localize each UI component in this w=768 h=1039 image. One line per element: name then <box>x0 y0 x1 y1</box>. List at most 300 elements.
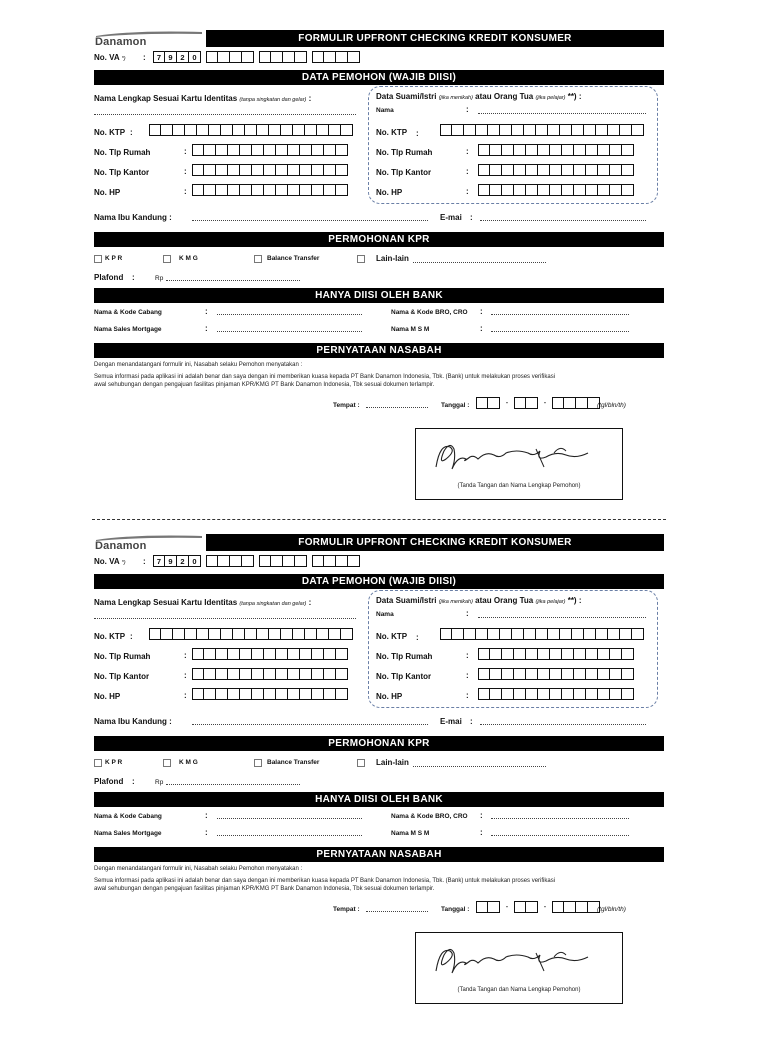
digit-box[interactable] <box>538 184 550 196</box>
digit-box[interactable] <box>490 164 502 176</box>
digit-box[interactable] <box>476 628 488 640</box>
digit-box[interactable] <box>257 124 269 136</box>
hp-field[interactable] <box>192 184 348 196</box>
va-digit-box[interactable] <box>271 555 283 567</box>
other-line[interactable] <box>413 766 546 767</box>
digit-box[interactable] <box>526 688 538 700</box>
digit-box[interactable] <box>293 628 305 640</box>
digit-box[interactable] <box>276 688 288 700</box>
va-digit-box[interactable] <box>348 51 360 63</box>
digit-box[interactable] <box>276 164 288 176</box>
va-digit-box[interactable] <box>218 51 230 63</box>
digit-box[interactable] <box>216 688 228 700</box>
hp-field[interactable] <box>192 688 348 700</box>
digit-box[interactable] <box>598 668 610 680</box>
digit-box[interactable] <box>526 648 538 660</box>
digit-box[interactable] <box>312 164 324 176</box>
digit-box[interactable] <box>500 124 512 136</box>
digit-box[interactable] <box>329 628 341 640</box>
digit-box[interactable] <box>478 164 490 176</box>
digit-box[interactable] <box>586 144 598 156</box>
digit-box[interactable] <box>512 124 524 136</box>
digit-box[interactable] <box>204 648 216 660</box>
digit-box[interactable] <box>300 164 312 176</box>
digit-box[interactable] <box>216 668 228 680</box>
va-digit-box[interactable]: 9 <box>165 555 177 567</box>
digit-box[interactable] <box>324 184 336 196</box>
digit-box[interactable] <box>548 628 560 640</box>
digit-box[interactable] <box>548 124 560 136</box>
msm-line[interactable] <box>491 835 629 836</box>
email-line[interactable] <box>480 220 646 221</box>
kpr-checkbox[interactable] <box>94 255 102 263</box>
digit-box[interactable] <box>300 648 312 660</box>
kmg-checkbox[interactable] <box>163 759 171 767</box>
digit-box[interactable] <box>324 688 336 700</box>
digit-box[interactable] <box>512 628 524 640</box>
digit-box[interactable] <box>562 144 574 156</box>
va-digit-box[interactable] <box>336 555 348 567</box>
digit-box[interactable] <box>228 648 240 660</box>
digit-box[interactable] <box>550 164 562 176</box>
digit-box[interactable] <box>464 124 476 136</box>
digit-box[interactable] <box>221 124 233 136</box>
va-number-field[interactable] <box>153 555 360 567</box>
spouse-ktp-field[interactable] <box>440 628 644 640</box>
digit-box[interactable] <box>324 144 336 156</box>
digit-box[interactable] <box>336 688 348 700</box>
digit-box[interactable] <box>228 164 240 176</box>
digit-box[interactable] <box>514 184 526 196</box>
digit-box[interactable] <box>192 668 204 680</box>
digit-box[interactable] <box>620 628 632 640</box>
digit-box[interactable] <box>488 124 500 136</box>
digit-box[interactable] <box>596 628 608 640</box>
digit-box[interactable] <box>252 668 264 680</box>
branch-line[interactable] <box>217 314 362 315</box>
digit-box[interactable] <box>192 648 204 660</box>
spouse-home-phone-field[interactable] <box>478 648 634 660</box>
digit-box[interactable] <box>264 668 276 680</box>
digit-box[interactable] <box>572 124 584 136</box>
digit-box[interactable] <box>562 164 574 176</box>
digit-box[interactable] <box>586 164 598 176</box>
plafond-line[interactable] <box>166 784 300 785</box>
digit-box[interactable] <box>192 688 204 700</box>
digit-box[interactable] <box>550 648 562 660</box>
digit-box[interactable] <box>550 144 562 156</box>
digit-box[interactable] <box>610 164 622 176</box>
digit-box[interactable] <box>228 688 240 700</box>
digit-box[interactable] <box>329 124 341 136</box>
sales-line[interactable] <box>217 835 362 836</box>
va-digit-box[interactable] <box>218 555 230 567</box>
va-digit-box[interactable] <box>242 555 254 567</box>
va-digit-box[interactable]: 2 <box>177 51 189 63</box>
digit-box[interactable] <box>632 628 644 640</box>
digit-box[interactable] <box>204 184 216 196</box>
digit-box[interactable] <box>622 648 634 660</box>
digit-box[interactable] <box>288 164 300 176</box>
digit-box[interactable] <box>216 144 228 156</box>
va-digit-box[interactable] <box>283 555 295 567</box>
sales-line[interactable] <box>217 331 362 332</box>
digit-box[interactable] <box>252 184 264 196</box>
digit-box[interactable] <box>610 688 622 700</box>
digit-box[interactable] <box>538 164 550 176</box>
other-line[interactable] <box>413 262 546 263</box>
digit-box[interactable] <box>264 688 276 700</box>
digit-box[interactable] <box>192 144 204 156</box>
digit-box[interactable] <box>584 124 596 136</box>
fullname-line[interactable] <box>94 618 356 619</box>
digit-box[interactable] <box>586 184 598 196</box>
home-phone-field[interactable] <box>192 648 348 660</box>
office-phone-field[interactable] <box>192 668 348 680</box>
digit-box[interactable] <box>245 628 257 640</box>
va-digit-box[interactable] <box>206 555 218 567</box>
digit-box[interactable] <box>204 144 216 156</box>
digit-box[interactable] <box>324 164 336 176</box>
digit-box[interactable] <box>586 668 598 680</box>
digit-box[interactable] <box>300 144 312 156</box>
spouse-hp-field[interactable] <box>478 184 634 196</box>
va-digit-box[interactable] <box>312 51 324 63</box>
digit-box[interactable] <box>264 144 276 156</box>
spouse-home-phone-field[interactable] <box>478 144 634 156</box>
digit-box[interactable] <box>610 668 622 680</box>
digit-box[interactable] <box>490 184 502 196</box>
digit-box[interactable] <box>550 184 562 196</box>
digit-box[interactable] <box>288 144 300 156</box>
place-line[interactable] <box>366 407 428 408</box>
kpr-checkbox[interactable] <box>94 759 102 767</box>
digit-box[interactable] <box>300 688 312 700</box>
digit-box[interactable] <box>574 164 586 176</box>
digit-box[interactable] <box>488 628 500 640</box>
branch-line[interactable] <box>217 818 362 819</box>
digit-box[interactable] <box>276 144 288 156</box>
digit-box[interactable] <box>598 688 610 700</box>
plafond-line[interactable] <box>166 280 300 281</box>
digit-box[interactable] <box>562 668 574 680</box>
va-digit-box[interactable] <box>312 555 324 567</box>
digit-box[interactable] <box>197 124 209 136</box>
digit-box[interactable] <box>514 164 526 176</box>
digit-box[interactable] <box>269 628 281 640</box>
digit-box[interactable] <box>502 648 514 660</box>
va-digit-box[interactable]: 0 <box>189 555 201 567</box>
digit-box[interactable] <box>610 648 622 660</box>
digit-box[interactable] <box>185 124 197 136</box>
digit-box[interactable] <box>245 124 257 136</box>
digit-box[interactable] <box>526 144 538 156</box>
balance-transfer-checkbox[interactable] <box>254 255 262 263</box>
mother-name-line[interactable] <box>192 220 428 221</box>
digit-box[interactable] <box>572 628 584 640</box>
digit-box[interactable] <box>598 164 610 176</box>
digit-box[interactable] <box>149 628 161 640</box>
digit-box[interactable] <box>240 144 252 156</box>
va-digit-box[interactable] <box>242 51 254 63</box>
digit-box[interactable] <box>161 124 173 136</box>
spouse-hp-field[interactable] <box>478 688 634 700</box>
va-digit-box[interactable]: 0 <box>189 51 201 63</box>
digit-box[interactable] <box>500 628 512 640</box>
digit-box[interactable] <box>209 628 221 640</box>
digit-box[interactable] <box>502 144 514 156</box>
digit-box[interactable] <box>192 184 204 196</box>
other-checkbox[interactable] <box>357 255 365 263</box>
va-digit-box[interactable] <box>206 51 218 63</box>
digit-box[interactable] <box>608 124 620 136</box>
spouse-office-phone-field[interactable] <box>478 668 634 680</box>
digit-box[interactable] <box>490 144 502 156</box>
digit-box[interactable] <box>257 628 269 640</box>
va-digit-box[interactable] <box>295 51 307 63</box>
digit-box[interactable] <box>440 628 452 640</box>
va-digit-box[interactable] <box>283 51 295 63</box>
digit-box[interactable] <box>264 184 276 196</box>
digit-box[interactable] <box>440 124 452 136</box>
digit-box[interactable] <box>312 668 324 680</box>
digit-box[interactable] <box>312 648 324 660</box>
digit-box[interactable] <box>620 124 632 136</box>
digit-box[interactable] <box>464 628 476 640</box>
digit-box[interactable] <box>264 164 276 176</box>
digit-box[interactable] <box>562 184 574 196</box>
digit-box[interactable] <box>240 164 252 176</box>
digit-box[interactable] <box>610 184 622 196</box>
digit-box[interactable] <box>538 648 550 660</box>
digit-box[interactable] <box>252 144 264 156</box>
place-line[interactable] <box>366 911 428 912</box>
digit-box[interactable] <box>478 648 490 660</box>
digit-box[interactable] <box>622 144 634 156</box>
digit-box[interactable] <box>538 688 550 700</box>
digit-box[interactable] <box>204 164 216 176</box>
bro-line[interactable] <box>491 314 629 315</box>
digit-box[interactable] <box>598 648 610 660</box>
digit-box[interactable] <box>550 688 562 700</box>
digit-box[interactable] <box>622 668 634 680</box>
digit-box[interactable] <box>252 688 264 700</box>
va-digit-box[interactable] <box>324 51 336 63</box>
digit-box[interactable] <box>300 668 312 680</box>
digit-box[interactable] <box>490 668 502 680</box>
digit-box[interactable] <box>264 648 276 660</box>
digit-box[interactable] <box>622 184 634 196</box>
digit-box[interactable] <box>324 668 336 680</box>
digit-box[interactable] <box>608 628 620 640</box>
va-digit-box[interactable] <box>230 51 242 63</box>
digit-box[interactable] <box>209 124 221 136</box>
digit-box[interactable] <box>586 688 598 700</box>
digit-box[interactable] <box>317 124 329 136</box>
digit-box[interactable] <box>596 124 608 136</box>
va-digit-box[interactable]: 9 <box>165 51 177 63</box>
digit-box[interactable] <box>204 688 216 700</box>
digit-box[interactable] <box>252 164 264 176</box>
digit-box[interactable] <box>524 628 536 640</box>
digit-box[interactable] <box>149 124 161 136</box>
digit-box[interactable] <box>560 628 572 640</box>
digit-box[interactable] <box>197 628 209 640</box>
digit-box[interactable] <box>452 124 464 136</box>
digit-box[interactable] <box>336 164 348 176</box>
msm-line[interactable] <box>491 331 629 332</box>
email-line[interactable] <box>480 724 646 725</box>
digit-box[interactable] <box>281 628 293 640</box>
balance-transfer-checkbox[interactable] <box>254 759 262 767</box>
digit-box[interactable] <box>632 124 644 136</box>
other-checkbox[interactable] <box>357 759 365 767</box>
digit-box[interactable] <box>233 124 245 136</box>
ktp-field[interactable] <box>149 124 353 136</box>
signature-box[interactable] <box>415 932 623 1004</box>
digit-box[interactable] <box>586 648 598 660</box>
digit-box[interactable] <box>574 184 586 196</box>
digit-box[interactable] <box>173 628 185 640</box>
digit-box[interactable] <box>622 688 634 700</box>
digit-box[interactable] <box>574 688 586 700</box>
digit-box[interactable] <box>514 668 526 680</box>
digit-box[interactable] <box>216 164 228 176</box>
fullname-line[interactable] <box>94 114 356 115</box>
digit-box[interactable] <box>233 628 245 640</box>
digit-box[interactable] <box>478 688 490 700</box>
digit-box[interactable] <box>221 628 233 640</box>
kmg-checkbox[interactable] <box>163 255 171 263</box>
bro-line[interactable] <box>491 818 629 819</box>
digit-box[interactable] <box>336 648 348 660</box>
digit-box[interactable] <box>240 184 252 196</box>
ktp-field[interactable] <box>149 628 353 640</box>
digit-box[interactable] <box>204 668 216 680</box>
date-field[interactable]: - - <box>476 397 600 409</box>
digit-box[interactable] <box>312 688 324 700</box>
digit-box[interactable] <box>536 124 548 136</box>
office-phone-field[interactable] <box>192 164 348 176</box>
date-field[interactable]: - - <box>476 901 600 913</box>
digit-box[interactable] <box>288 184 300 196</box>
digit-box[interactable] <box>502 668 514 680</box>
digit-box[interactable] <box>276 648 288 660</box>
digit-box[interactable] <box>526 668 538 680</box>
digit-box[interactable] <box>281 124 293 136</box>
digit-box[interactable] <box>490 688 502 700</box>
digit-box[interactable] <box>288 688 300 700</box>
digit-box[interactable] <box>305 628 317 640</box>
digit-box[interactable] <box>293 124 305 136</box>
digit-box[interactable] <box>305 124 317 136</box>
digit-box[interactable] <box>536 628 548 640</box>
digit-box[interactable] <box>524 124 536 136</box>
digit-box[interactable] <box>192 164 204 176</box>
digit-box[interactable] <box>562 648 574 660</box>
digit-box[interactable] <box>526 164 538 176</box>
va-digit-box[interactable] <box>271 51 283 63</box>
digit-box[interactable] <box>228 668 240 680</box>
digit-box[interactable] <box>312 144 324 156</box>
va-digit-box[interactable] <box>230 555 242 567</box>
digit-box[interactable] <box>502 164 514 176</box>
digit-box[interactable] <box>336 668 348 680</box>
digit-box[interactable] <box>341 124 353 136</box>
mother-name-line[interactable] <box>192 724 428 725</box>
va-digit-box[interactable] <box>295 555 307 567</box>
va-digit-box[interactable] <box>259 51 271 63</box>
digit-box[interactable] <box>502 688 514 700</box>
digit-box[interactable] <box>288 668 300 680</box>
digit-box[interactable] <box>598 144 610 156</box>
digit-box[interactable] <box>185 628 197 640</box>
spouse-name-line[interactable] <box>478 617 646 618</box>
digit-box[interactable] <box>161 628 173 640</box>
digit-box[interactable] <box>560 124 572 136</box>
digit-box[interactable] <box>526 184 538 196</box>
digit-box[interactable] <box>228 184 240 196</box>
digit-box[interactable] <box>622 164 634 176</box>
spouse-ktp-field[interactable] <box>440 124 644 136</box>
digit-box[interactable] <box>240 648 252 660</box>
va-digit-box[interactable] <box>336 51 348 63</box>
digit-box[interactable] <box>173 124 185 136</box>
digit-box[interactable] <box>276 184 288 196</box>
digit-box[interactable] <box>317 628 329 640</box>
va-digit-box[interactable]: 2 <box>177 555 189 567</box>
digit-box[interactable] <box>478 668 490 680</box>
digit-box[interactable] <box>312 184 324 196</box>
digit-box[interactable] <box>300 184 312 196</box>
digit-box[interactable] <box>228 144 240 156</box>
digit-box[interactable] <box>514 648 526 660</box>
digit-box[interactable] <box>538 668 550 680</box>
va-digit-box[interactable]: 7 <box>153 51 165 63</box>
digit-box[interactable] <box>478 184 490 196</box>
digit-box[interactable] <box>490 648 502 660</box>
digit-box[interactable] <box>598 184 610 196</box>
digit-box[interactable] <box>269 124 281 136</box>
signature-box[interactable] <box>415 428 623 500</box>
digit-box[interactable] <box>336 144 348 156</box>
digit-box[interactable] <box>240 688 252 700</box>
digit-box[interactable] <box>538 144 550 156</box>
va-number-field[interactable] <box>153 51 360 63</box>
va-digit-box[interactable]: 7 <box>153 555 165 567</box>
digit-box[interactable] <box>610 144 622 156</box>
va-digit-box[interactable] <box>348 555 360 567</box>
digit-box[interactable] <box>502 184 514 196</box>
digit-box[interactable] <box>574 668 586 680</box>
digit-box[interactable] <box>574 144 586 156</box>
digit-box[interactable] <box>252 648 264 660</box>
digit-box[interactable] <box>324 648 336 660</box>
digit-box[interactable] <box>341 628 353 640</box>
digit-box[interactable] <box>574 648 586 660</box>
digit-box[interactable] <box>476 124 488 136</box>
spouse-name-line[interactable] <box>478 113 646 114</box>
digit-box[interactable] <box>452 628 464 640</box>
digit-box[interactable] <box>288 648 300 660</box>
digit-box[interactable] <box>514 688 526 700</box>
digit-box[interactable] <box>584 628 596 640</box>
digit-box[interactable] <box>216 184 228 196</box>
digit-box[interactable] <box>562 688 574 700</box>
va-digit-box[interactable] <box>324 555 336 567</box>
digit-box[interactable] <box>336 184 348 196</box>
digit-box[interactable] <box>478 144 490 156</box>
